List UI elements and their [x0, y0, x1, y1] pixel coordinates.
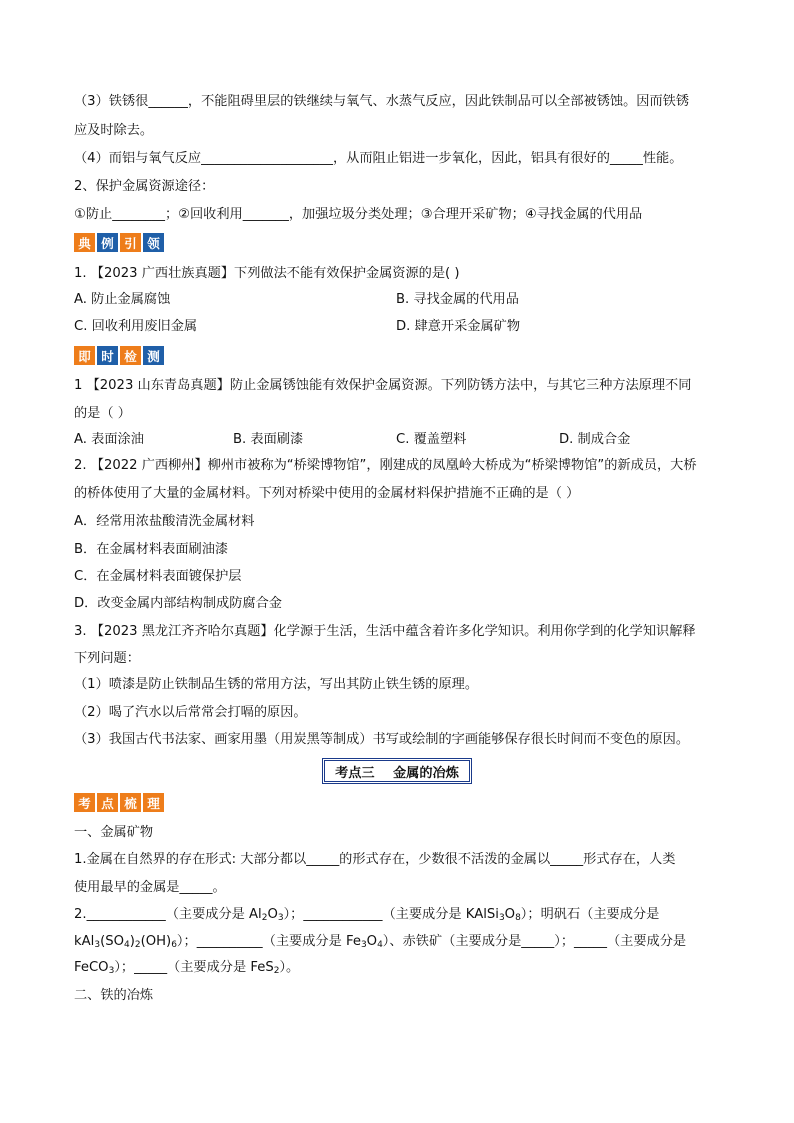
question-stem-cont: 的是（ ） — [74, 406, 131, 421]
paragraph-existence-cont: 使用最早的金属是_____。 — [74, 880, 226, 895]
section-title: 考点三 金属的冶炼 — [335, 765, 459, 781]
question-stem-cont: 的桥体使用了大量的金属材料。下列对桥梁中使用的金属材料保护措施不正确的是（ ） — [74, 486, 580, 501]
question-stem-cont: 下列问题： — [74, 651, 140, 666]
question-stem: 2. 【2022 广西柳州】柳州市被称为“桥梁博物馆”，刚建成的凤凰岭大桥成为“桥梁博物馆”的新成员，大桥 — [74, 458, 697, 473]
question-stem: 1 【2023 山东青岛真题】防止金属锈蚀能有效保护金属资源。下列防锈方法中，与其它三种方法原理不同 — [74, 378, 692, 393]
paragraph-existence: 1.金属在自然界的存在形式: 大部分都以_____的形式存在，少数很不活泼的金属以_____形式存在，人类 — [74, 852, 676, 867]
option-b: B．在金属材料表面刷油漆 — [74, 542, 229, 557]
sub-question-3: （3）我国古代书法家、画家用墨（用炭黑等制成）书写或绘制的字画能够保存很长时间而不变色的原因。 — [74, 732, 690, 747]
paragraph-aluminum: （4）而铝与氧气反应____________________，从而阻止铝进一步氧化，因此，铝具有很好的_____性能。 — [74, 151, 683, 166]
option-b: B. 表面刷漆 — [233, 432, 304, 447]
badge-char: 点 — [97, 793, 118, 812]
paragraph-rust-cont: 应及时除去。 — [74, 123, 154, 138]
option-a: A．经常用浓盐酸清洗金属材料 — [74, 514, 255, 529]
option-b: B. 寻找金属的代用品 — [396, 292, 519, 307]
badge-char: 引 — [120, 233, 141, 252]
sub-question-2: （2）喝了汽水以后常常会打嗝的原因。 — [74, 705, 307, 720]
badge-char: 时 — [97, 346, 118, 365]
paragraph-ores-cont: $kAl_3(SO_4)_2(OH)_6$）；__________（主要成分是 $Fe_3O_4$）、赤铁矿（主要成分是_____）；_____（主要成分是 — [74, 934, 687, 950]
option-c: C. 回收利用废旧金属 — [74, 319, 198, 334]
paragraph-rust: （3）铁锈很______，不能阻碍里层的铁继续与氧气、水蒸气反应，因此铁制品可以全部被锈蚀。因而铁锈 — [74, 94, 690, 109]
heading-minerals: 一、金属矿物 — [74, 825, 154, 840]
badge-instant-check — [74, 346, 164, 365]
heading-iron-smelting: 二、铁的冶炼 — [74, 988, 154, 1003]
option-d: D．改变金属内部结构制成防腐合金 — [74, 596, 282, 611]
section-title-box — [324, 760, 470, 782]
badge-char: 考 — [74, 793, 95, 812]
option-d: D. 制成合金 — [559, 432, 631, 447]
option-a: A. 表面涂油 — [74, 432, 144, 447]
badge-char: 测 — [143, 346, 164, 365]
question-stem: 3. 【2023 黑龙江齐齐哈尔真题】化学源于生活，生活中蕴含着许多化学知识。利用你学到的化学知识解释 — [74, 624, 696, 639]
badge-char: 梳 — [120, 793, 141, 812]
badge-char: 理 — [143, 793, 164, 812]
heading-protection-ways: 2、保护金属资源途径： — [74, 179, 215, 194]
badge-char: 即 — [74, 346, 95, 365]
paragraph-ores: 2.____________（主要成分是 $Al_2O_3$）；____________（主要成分是 $KAlSi_3O_8$）；明矾石（主要成分是 — [74, 907, 660, 923]
option-c: C. 覆盖塑料 — [396, 432, 467, 447]
option-d: D. 肆意开采金属矿物 — [396, 319, 521, 334]
badge-key-points — [74, 793, 164, 812]
badge-typical-examples — [74, 233, 164, 252]
badge-char: 领 — [143, 233, 164, 252]
badge-char: 检 — [120, 346, 141, 365]
question-stem: 1. 【2023 广西壮族真题】下列做法不能有效保护金属资源的是( ) — [74, 266, 460, 281]
paragraph-protection-ways: ①防止________；②回收利用_______，加强垃圾分类处理；③合理开采矿物；④寻找金属的代用品 — [74, 207, 643, 222]
paragraph-ores-end: FeCO$_3$）；_____（主要成分是 FeS$_2$）。 — [74, 960, 300, 976]
option-a: A. 防止金属腐蚀 — [74, 292, 171, 307]
sub-question-1: （1）喷漆是防止铁制品生锈的常用方法，写出其防止铁生锈的原理。 — [74, 677, 479, 692]
badge-char: 例 — [97, 233, 118, 252]
option-c: C．在金属材料表面镀保护层 — [74, 569, 242, 584]
badge-char: 典 — [74, 233, 95, 252]
